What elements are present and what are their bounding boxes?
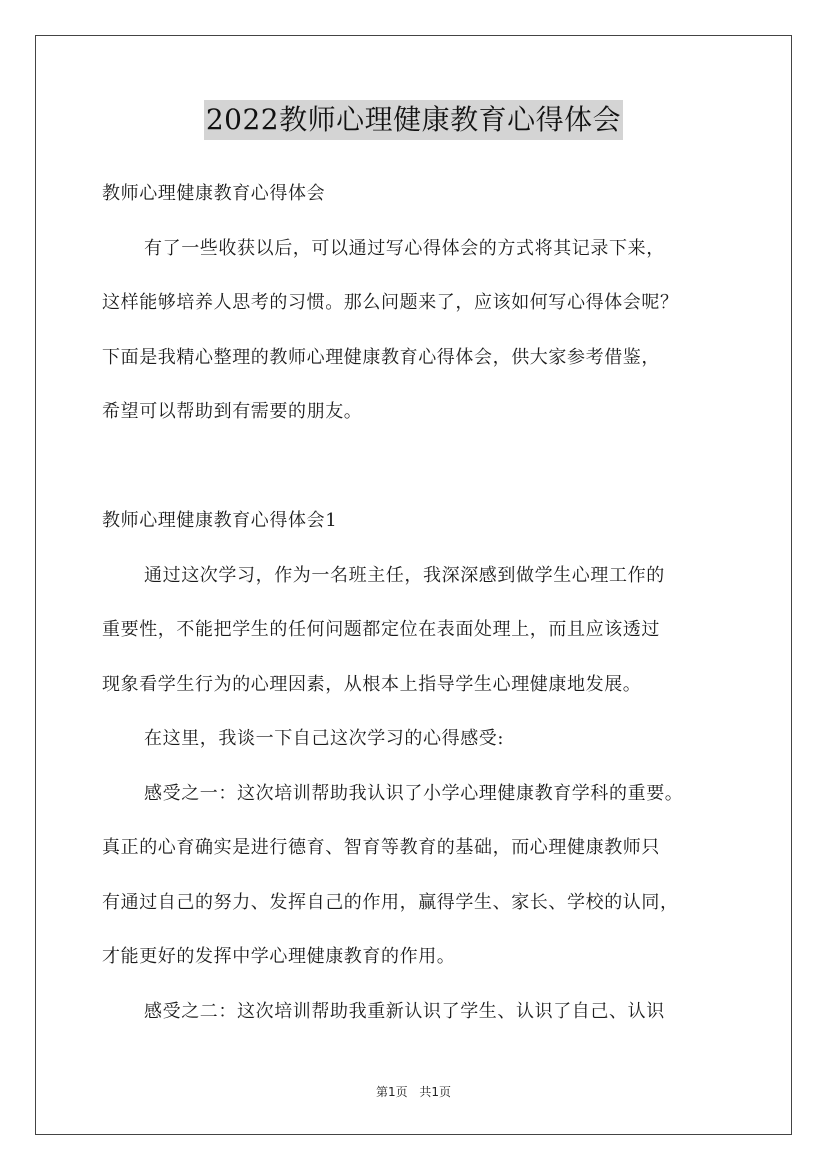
text-line: 现象看学生行为的心理因素，从根本上指导学生心理健康地发展。 — [102, 673, 642, 695]
text-line: 真正的心育确实是进行德育、智育等教育的基础，而心理健康教师只 — [102, 837, 660, 858]
blank-line — [102, 451, 742, 506]
page-total: 共1页 — [419, 1085, 452, 1099]
page-footer — [0, 1083, 827, 1100]
text-line: 教师心理健康教育心得体会 — [102, 183, 326, 204]
text-line: 这样能够培养人思考的习惯。那么问题来了，应该如何写心得体会呢？ — [102, 292, 679, 313]
text-line: 希望可以帮助到有需要的朋友。 — [102, 401, 363, 422]
document-title: 2022教师心理健康教育心得体会 — [204, 100, 623, 140]
document-body — [102, 178, 742, 1050]
text-line: 通过这次学习，作为一名班主任，我深深感到做学生心理工作的 — [144, 564, 665, 586]
page-number: 第1页 — [375, 1085, 408, 1099]
text-line: 才能更好的发挥中学心理健康教育的作用。 — [102, 946, 456, 967]
title-container — [0, 100, 827, 140]
text-line: 在这里，我谈一下自己这次学习的心得感受: — [144, 728, 505, 749]
text-line: 重要性，不能把学生的任何问题都定位在表面处理上，而且应该透过 — [102, 619, 660, 640]
text-line: 感受之二：这次培训帮助我重新认识了学生、认识了自己、认识 — [144, 1000, 665, 1022]
text-line: 有通过自己的努力、发挥自己的作用，赢得学生、家长、学校的认同， — [102, 891, 679, 913]
text-line: 教师心理健康教育心得体会1 — [102, 510, 338, 531]
text-line: 感受之一：这次培训帮助我认识了小学心理健康教育学科的重要。 — [144, 782, 684, 804]
text-line: 有了一些收获以后，可以通过写心得体会的方式将其记录下来， — [144, 237, 665, 259]
text-line: 下面是我精心整理的教师心理健康教育心得体会，供大家参考借鉴， — [102, 346, 660, 368]
